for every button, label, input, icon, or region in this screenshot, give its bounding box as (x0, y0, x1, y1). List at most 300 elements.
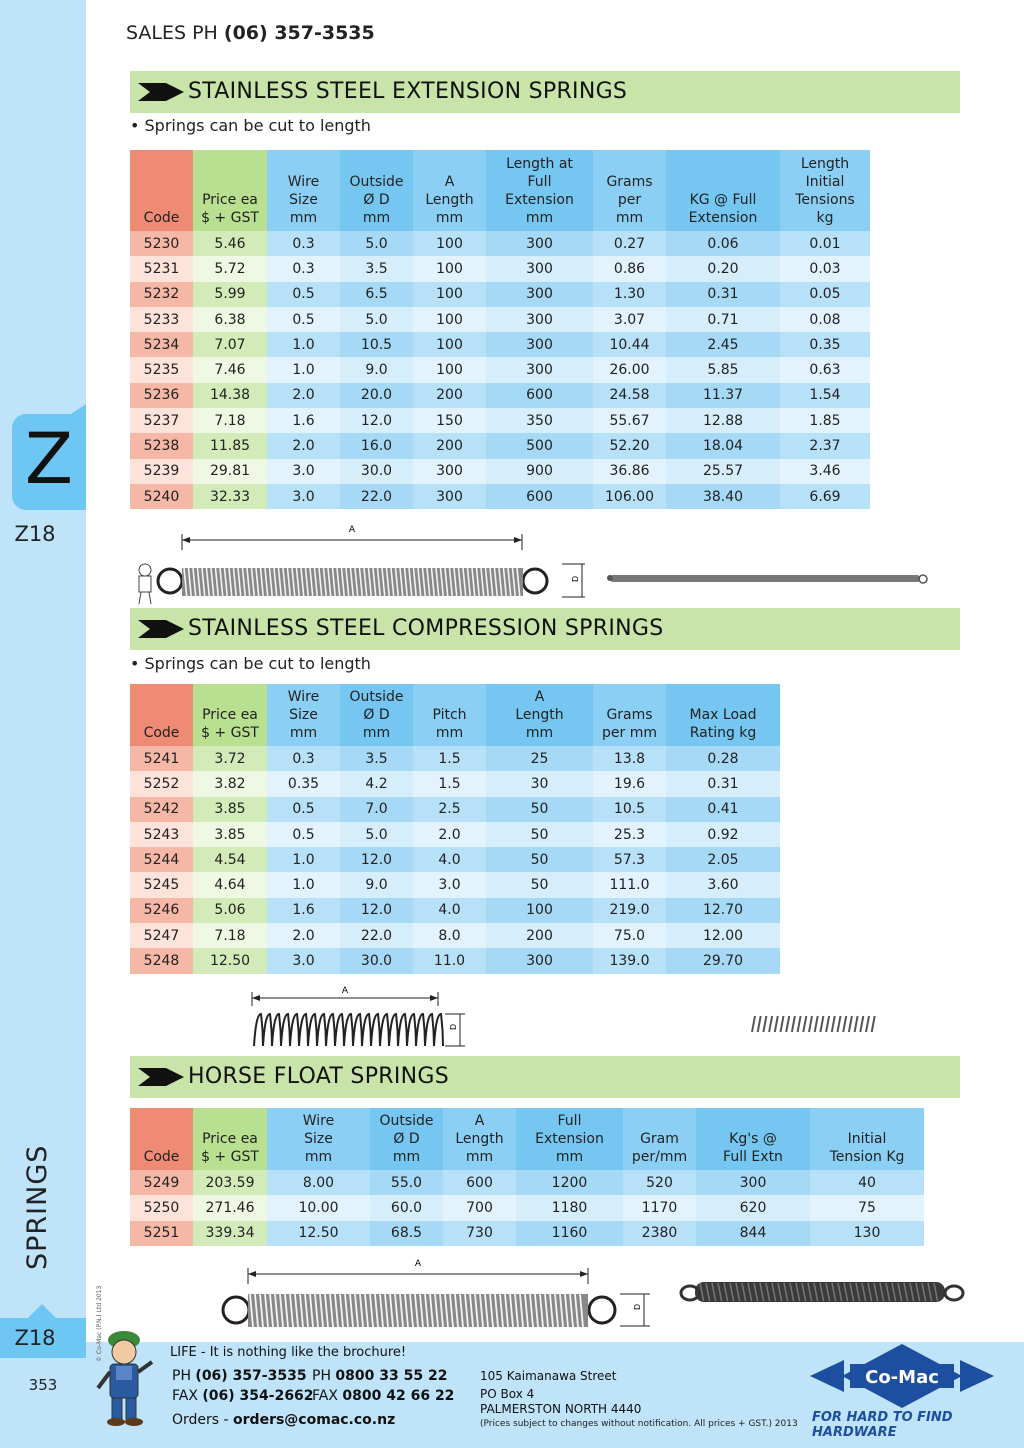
spec-cell: 300 (413, 484, 486, 509)
horse-header-7 (696, 1108, 810, 1170)
price-cell: 5.46 (193, 231, 267, 256)
coil-line (281, 1014, 290, 1046)
table-row (130, 357, 870, 382)
spec-cell: 2.45 (666, 332, 780, 357)
extension-section-header (130, 71, 960, 113)
price-cell: 32.33 (193, 484, 267, 509)
header-line: Extension (688, 210, 758, 226)
horse-spring-diagram (210, 1256, 980, 1336)
product-code[interactable]: 5233 (130, 307, 193, 332)
spec-cell: 200 (413, 433, 486, 458)
spec-cell: 68.5 (370, 1221, 443, 1246)
footer-orders (172, 1412, 395, 1428)
spec-cell: 3.46 (780, 459, 870, 484)
horse-header-6 (623, 1108, 696, 1170)
price-cell: 12.50 (193, 948, 267, 973)
logo-name: Co-Mac (865, 1367, 939, 1388)
section-tab[interactable] (12, 414, 86, 510)
spec-cell: 50 (486, 847, 593, 872)
spec-cell: 52.20 (593, 433, 666, 458)
price-cell: 7.18 (193, 408, 267, 433)
spec-cell: 25.57 (666, 459, 780, 484)
spec-cell: 1.5 (413, 771, 486, 796)
coil-line (344, 1014, 353, 1046)
table-row (130, 1195, 924, 1220)
spec-cell: 1.30 (593, 282, 666, 307)
coil-line (389, 1014, 398, 1046)
header-line: Extension (505, 192, 574, 208)
header-line: Full (557, 1113, 582, 1129)
table-row (130, 948, 780, 973)
header-line: per (617, 192, 642, 208)
table-row (130, 1221, 924, 1246)
compression-note: • Springs can be cut to length (130, 654, 371, 673)
coil-line (798, 1016, 801, 1032)
spec-cell: 2.5 (413, 797, 486, 822)
header-line: Outside (379, 1113, 434, 1129)
extension-header-6 (593, 150, 666, 231)
product-code[interactable]: 5236 (130, 383, 193, 408)
table-row (130, 1170, 924, 1195)
sales-phone[interactable]: (06) 357-3535 (223, 22, 375, 44)
price-cell: 271.46 (193, 1195, 267, 1220)
product-code[interactable]: 5244 (130, 847, 193, 872)
footer-freefax-number: 0800 42 66 22 (342, 1388, 455, 1404)
coil-line (272, 1014, 281, 1046)
spec-cell: 50 (486, 872, 593, 897)
extension-note: • Springs can be cut to length (130, 116, 371, 135)
spec-cell: 5.85 (666, 357, 780, 382)
compression-title: STAINLESS STEEL COMPRESSION SPRINGS (188, 616, 664, 641)
header-line: Initial (805, 174, 845, 190)
spec-cell: 26.00 (593, 357, 666, 382)
header-line: Grams (606, 707, 653, 723)
horse-header-4 (443, 1108, 516, 1170)
spec-cell: 730 (443, 1221, 516, 1246)
compression-spring-diagram (240, 984, 900, 1054)
spec-cell: 106.00 (593, 484, 666, 509)
horse-header-0 (130, 1108, 193, 1170)
header-line: Pitch (432, 707, 467, 723)
spec-cell: 111.0 (593, 872, 666, 897)
table-row (130, 898, 780, 923)
header-line: mm (304, 1149, 333, 1165)
spec-cell: 0.20 (666, 256, 780, 281)
header-line: Ø D (393, 1131, 420, 1147)
extension-header-2 (267, 150, 340, 231)
horse-float-table (130, 1108, 924, 1246)
spec-cell: 0.31 (666, 771, 780, 796)
price-cell: 339.34 (193, 1221, 267, 1246)
price-cell: 5.99 (193, 282, 267, 307)
header-line: Full (527, 174, 552, 190)
coil-line (826, 1016, 829, 1032)
header-line: Price ea (202, 192, 258, 208)
comac-logo[interactable] (810, 1344, 994, 1408)
spec-cell: 2.0 (413, 822, 486, 847)
header-line: A (474, 1113, 485, 1129)
spec-cell: 300 (413, 459, 486, 484)
header-line: mm (465, 1149, 494, 1165)
extension-header-0 (130, 150, 193, 231)
product-code[interactable]: 5241 (130, 746, 193, 771)
spec-cell: 50 (486, 797, 593, 822)
header-line: mm (362, 725, 391, 741)
spec-cell: 600 (486, 484, 593, 509)
spec-cell: 10.44 (593, 332, 666, 357)
footer-phone-label: PH (172, 1368, 196, 1384)
horse-header-5 (516, 1108, 623, 1170)
footer-freephone-number[interactable]: 0800 33 55 22 (335, 1368, 448, 1384)
spec-cell: 3.0 (413, 872, 486, 897)
table-row (130, 746, 780, 771)
spec-cell: 0.3 (267, 746, 340, 771)
spec-cell: 8.0 (413, 923, 486, 948)
footer-freefax-label: FAX (312, 1388, 343, 1404)
product-code[interactable]: 5232 (130, 282, 193, 307)
spec-cell: 10.5 (340, 332, 413, 357)
coil-line (407, 1014, 416, 1046)
footer-freephone-label: PH (312, 1368, 336, 1384)
spec-cell: 55.0 (370, 1170, 443, 1195)
spec-cell: 10.5 (593, 797, 666, 822)
product-code[interactable]: 5246 (130, 898, 193, 923)
spec-cell: 25.3 (593, 822, 666, 847)
spec-cell: 0.5 (267, 282, 340, 307)
footer-orders-label: Orders - (172, 1412, 234, 1428)
header-line: Length (800, 156, 850, 172)
coil-line (758, 1016, 761, 1032)
page-code-bottom: Z18 (14, 1326, 56, 1350)
product-code[interactable]: 5251 (130, 1221, 193, 1246)
spec-cell: 0.08 (780, 307, 870, 332)
spec-cell: 0.31 (666, 282, 780, 307)
spec-cell: 0.01 (780, 231, 870, 256)
header-line: mm (615, 210, 644, 226)
coil-line (769, 1016, 772, 1032)
page-number: 353 (28, 1376, 58, 1394)
spec-cell: 38.40 (666, 484, 780, 509)
spec-cell: 9.0 (340, 872, 413, 897)
spec-cell: 75 (810, 1195, 924, 1220)
price-cell: 7.18 (193, 923, 267, 948)
spec-cell: 1160 (516, 1221, 623, 1246)
product-code[interactable]: 5235 (130, 357, 193, 382)
header-line: Max Load (689, 707, 757, 723)
coil-line (820, 1016, 823, 1032)
spec-cell: 1.54 (780, 383, 870, 408)
compression-header-1 (193, 684, 267, 746)
spec-cell: 0.3 (267, 231, 340, 256)
footer-freefax (312, 1388, 454, 1404)
table-row (130, 307, 870, 332)
extension-spring-diagram (130, 520, 940, 610)
spec-cell: 1180 (516, 1195, 623, 1220)
coil-line (763, 1016, 766, 1032)
header-line: Tension Kg (829, 1149, 905, 1165)
spec-cell: 0.41 (666, 797, 780, 822)
header-line: Code (143, 1149, 180, 1165)
spec-cell: 24.58 (593, 383, 666, 408)
arrow-icon (138, 620, 184, 638)
horse-header-2 (267, 1108, 370, 1170)
price-cell: 4.54 (193, 847, 267, 872)
spec-cell: 11.37 (666, 383, 780, 408)
compression-dim-d: D (449, 1023, 458, 1030)
header-line: mm (525, 725, 554, 741)
table-row (130, 231, 870, 256)
product-code[interactable]: 5234 (130, 332, 193, 357)
spec-cell: 20.0 (340, 383, 413, 408)
coil-line (872, 1016, 875, 1032)
table-row (130, 459, 870, 484)
product-code[interactable]: 5247 (130, 923, 193, 948)
address-line-3: PALMERSTON NORTH 4440 (480, 1402, 642, 1416)
coil-line (299, 1014, 308, 1046)
compression-dim-a: A (341, 986, 349, 996)
spec-cell: 300 (486, 231, 593, 256)
spec-cell: 10.00 (267, 1195, 370, 1220)
header-line: Code (143, 725, 180, 741)
header-line: Length at (506, 156, 573, 172)
spec-cell: 0.27 (593, 231, 666, 256)
coil-line (786, 1016, 789, 1032)
spec-cell: 3.0 (267, 459, 340, 484)
spec-cell: 11.0 (413, 948, 486, 973)
spec-cell: 100 (486, 898, 593, 923)
compression-table (130, 684, 780, 974)
spec-cell: 1.0 (267, 357, 340, 382)
spec-cell: 150 (413, 408, 486, 433)
price-cell: 3.85 (193, 822, 267, 847)
product-code[interactable]: 5231 (130, 256, 193, 281)
header-line: Kg's @ (729, 1131, 777, 1147)
table-row (130, 872, 780, 897)
header-line: Wire (302, 1113, 335, 1129)
compression-header-7 (666, 684, 780, 746)
spec-cell: 100 (413, 282, 486, 307)
horse-title: HORSE FLOAT SPRINGS (188, 1064, 450, 1089)
price-cell: 7.07 (193, 332, 267, 357)
spec-cell: 3.60 (666, 872, 780, 897)
spec-cell: 0.63 (780, 357, 870, 382)
spec-cell: 100 (413, 231, 486, 256)
header-line: $ + GST (201, 210, 259, 226)
product-code[interactable]: 5240 (130, 484, 193, 509)
price-cell: 5.72 (193, 256, 267, 281)
compression-header-4 (413, 684, 486, 746)
horse-header-1 (193, 1108, 267, 1170)
spec-cell: 520 (623, 1170, 696, 1195)
coil-line (815, 1016, 818, 1032)
header-line: per mm (602, 725, 657, 741)
product-code[interactable]: 5243 (130, 822, 193, 847)
orders-email-link[interactable]: orders@comac.co.nz (233, 1412, 396, 1428)
product-code[interactable]: 5242 (130, 797, 193, 822)
compression-section-header (130, 608, 960, 650)
coil-line (263, 1014, 272, 1046)
header-line: Wire (287, 174, 320, 190)
spec-cell: 6.69 (780, 484, 870, 509)
spec-cell: 900 (486, 459, 593, 484)
coil-line (308, 1014, 317, 1046)
coil-line (803, 1016, 806, 1032)
spec-cell: 3.5 (340, 746, 413, 771)
spec-cell: 6.5 (340, 282, 413, 307)
footer-phone-number[interactable]: (06) 357-3535 (195, 1368, 307, 1384)
spec-cell: 4.0 (413, 898, 486, 923)
spec-cell: 30 (486, 771, 593, 796)
header-line: Full Extn (723, 1149, 783, 1165)
spec-cell: 600 (443, 1170, 516, 1195)
compression-header-2 (267, 684, 340, 746)
header-line: mm (289, 725, 318, 741)
spec-cell: 100 (413, 307, 486, 332)
price-cell: 11.85 (193, 433, 267, 458)
spec-cell: 1.85 (780, 408, 870, 433)
compression-header-5 (486, 684, 593, 746)
spec-cell: 300 (696, 1170, 810, 1195)
coil-line (843, 1016, 846, 1032)
spec-cell: 4.0 (413, 847, 486, 872)
spec-cell: 50 (486, 822, 593, 847)
spec-cell: 75.0 (593, 923, 666, 948)
product-code[interactable]: 5248 (130, 948, 193, 973)
table-row (130, 771, 780, 796)
coil-line (838, 1016, 841, 1032)
header-line: Wire (287, 689, 320, 705)
table-row (130, 282, 870, 307)
table-row (130, 383, 870, 408)
product-code[interactable]: 5238 (130, 433, 193, 458)
table-row (130, 408, 870, 433)
product-code[interactable]: 5245 (130, 872, 193, 897)
spec-cell: 5.0 (340, 231, 413, 256)
logo-tagline: FOR HARD TO FIND HARDWARE (812, 1410, 953, 1440)
spec-cell: 16.0 (340, 433, 413, 458)
header-line: mm (435, 725, 464, 741)
disclaimer: (Prices subject to changes without notification. All prices + GST.) 2013 (480, 1419, 798, 1429)
header-line: Size (304, 1131, 333, 1147)
product-code[interactable]: 5237 (130, 408, 193, 433)
compression-header-6 (593, 684, 666, 746)
coil-line (416, 1014, 425, 1046)
spec-cell: 18.04 (666, 433, 780, 458)
coil-line (849, 1016, 852, 1032)
table-row (130, 847, 780, 872)
spec-cell: 22.0 (340, 923, 413, 948)
spec-cell: 55.67 (593, 408, 666, 433)
coil-line (809, 1016, 812, 1032)
coil-line (371, 1014, 380, 1046)
header-line: mm (555, 1149, 584, 1165)
spec-cell: 0.5 (267, 822, 340, 847)
header-line: Ø D (363, 192, 390, 208)
product-code[interactable]: 5250 (130, 1195, 193, 1220)
spec-cell: 25 (486, 746, 593, 771)
horse-header-8 (810, 1108, 924, 1170)
copyright: © Co-Mac (P.N.) Ltd 2013 (96, 1285, 103, 1362)
spec-cell: 300 (486, 256, 593, 281)
spec-cell: 100 (413, 332, 486, 357)
extension-table (130, 150, 870, 509)
horse-dim-d: D (633, 1303, 642, 1310)
spec-cell: 12.0 (340, 898, 413, 923)
spec-cell: 1200 (516, 1170, 623, 1195)
coil-line (855, 1016, 858, 1032)
header-line: Length (425, 192, 474, 208)
spec-cell: 4.2 (340, 771, 413, 796)
spec-cell: 7.0 (340, 797, 413, 822)
coil-line (792, 1016, 795, 1032)
spec-cell: 0.5 (267, 307, 340, 332)
header-line: mm (435, 210, 464, 226)
product-code[interactable]: 5239 (130, 459, 193, 484)
spec-cell: 3.07 (593, 307, 666, 332)
header-line: Tensions (795, 192, 855, 208)
spec-cell: 200 (413, 383, 486, 408)
header-line: Price ea (202, 707, 258, 723)
spec-cell: 500 (486, 433, 593, 458)
footer-phone (172, 1368, 307, 1384)
spec-cell: 300 (486, 357, 593, 382)
price-cell: 3.72 (193, 746, 267, 771)
spec-cell: 2.0 (267, 383, 340, 408)
address-line-2: PO Box 4 (480, 1387, 535, 1401)
footer-fax-number: (06) 354-2662 (202, 1388, 314, 1404)
header-line: mm (362, 210, 391, 226)
extension-header-5 (486, 150, 593, 231)
header-line: Extension (535, 1131, 604, 1147)
spec-cell: 0.71 (666, 307, 780, 332)
coil-line (353, 1014, 362, 1046)
product-code[interactable]: 5252 (130, 771, 193, 796)
extension-header-1 (193, 150, 267, 231)
header-line: Grams (606, 174, 653, 190)
header-line: Ø D (363, 707, 390, 723)
spec-cell: 12.50 (267, 1221, 370, 1246)
section-tab-letter: Z (25, 418, 73, 500)
coil-line (335, 1014, 344, 1046)
header-line: Size (289, 707, 318, 723)
coil-line (380, 1014, 389, 1046)
mascot-small-icon (130, 562, 160, 606)
price-cell: 5.06 (193, 898, 267, 923)
spec-cell: 5.0 (340, 822, 413, 847)
spec-cell: 2380 (623, 1221, 696, 1246)
price-cell: 3.85 (193, 797, 267, 822)
spec-cell: 3.5 (340, 256, 413, 281)
category-label: SPRINGS (22, 1144, 53, 1270)
product-code[interactable]: 5249 (130, 1170, 193, 1195)
price-cell: 203.59 (193, 1170, 267, 1195)
footer-freephone (312, 1368, 447, 1384)
spec-cell: 300 (486, 307, 593, 332)
table-row (130, 484, 870, 509)
product-code[interactable]: 5230 (130, 231, 193, 256)
spec-cell: 12.88 (666, 408, 780, 433)
coil-line (254, 1014, 263, 1046)
price-cell: 6.38 (193, 307, 267, 332)
header-line: mm (392, 1149, 421, 1165)
spec-cell: 0.05 (780, 282, 870, 307)
extension-header-7 (666, 150, 780, 231)
spec-cell: 1170 (623, 1195, 696, 1220)
spec-cell: 12.0 (340, 847, 413, 872)
spec-cell: 2.37 (780, 433, 870, 458)
header-line: Outside (349, 174, 404, 190)
extension-header-4 (413, 150, 486, 231)
